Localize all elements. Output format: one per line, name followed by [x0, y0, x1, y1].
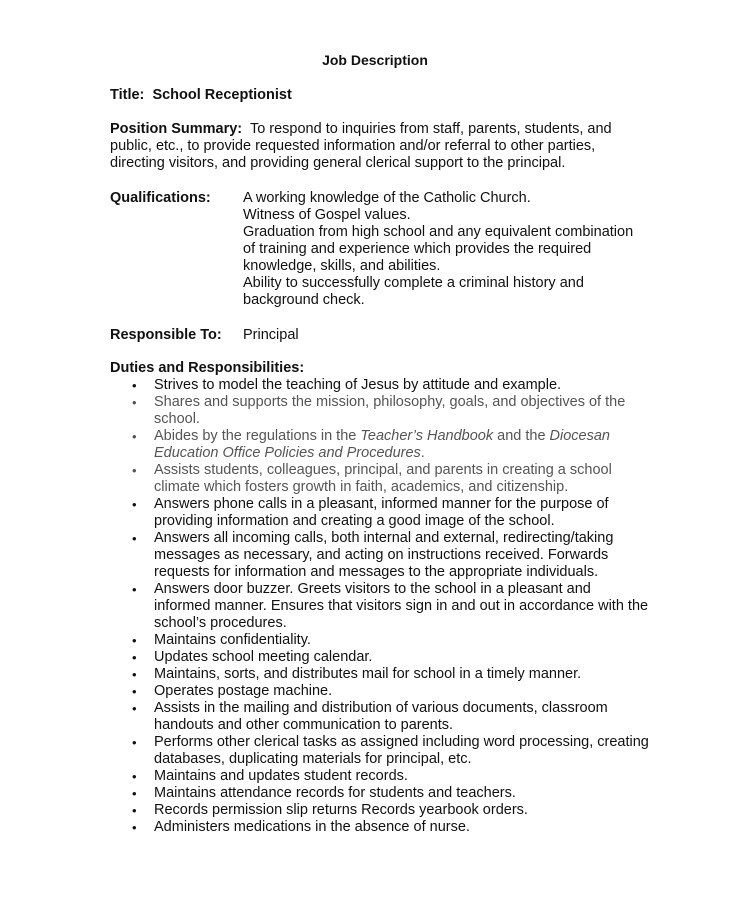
job-title-line: [110, 87, 292, 103]
duty-item: • Answers door buzzer. Greets visitors to the school in a pleasant and informed manner. Ensures that visitors sign in and out in accordance with the school’s procedures.: [132, 581, 649, 631]
duty-item: • Maintains, sorts, and distributes mail for school in a timely manner.: [132, 666, 582, 682]
responsible-to-value: Principal: [243, 327, 299, 343]
bullet-icon: •: [132, 667, 137, 682]
duty-item: • Answers all incoming calls, both internal and external, redirecting/taking messages as necessary, and acting on instructions received. Forwards requests for information and messages to the appropriate individuals.: [132, 530, 614, 580]
bullet-icon: •: [132, 429, 137, 444]
duty-item: • Shares and supports the mission, philosophy, goals, and objectives of the school.: [132, 394, 626, 427]
handbook-title: Teacher’s Handbook: [360, 428, 494, 444]
document-heading: Job Description: [322, 52, 428, 68]
bullet-icon: •: [132, 735, 137, 750]
duty-item: • Maintains attendance records for students and teachers.: [132, 785, 516, 801]
duty-item: • Strives to model the teaching of Jesus by attitude and example.: [132, 377, 562, 393]
duties-heading: Duties and Responsibilities:: [110, 360, 305, 376]
bullet-icon: •: [132, 650, 137, 665]
bullet-icon: •: [132, 395, 137, 410]
bullet-icon: •: [132, 633, 137, 648]
duty-item: • Administers medications in the absence of nurse.: [132, 819, 470, 835]
summary-label: Position Summary:: [110, 121, 243, 137]
duty-item: • Assists students, colleagues, principal, and parents in creating a school climate which fosters growth in faith, academics, and citizenship.: [132, 462, 612, 495]
title-label: Title:: [110, 87, 145, 103]
duty-item: • Assists in the mailing and distribution of various documents, classroom handouts and other communication to parents.: [132, 700, 608, 733]
bullet-icon: •: [132, 803, 137, 818]
bullet-icon: •: [132, 463, 137, 478]
job-title-value: School Receptionist: [152, 87, 292, 103]
duty-item: • Performs other clerical tasks as assigned including word processing, creating databases, duplicating materials for principal, etc.: [132, 734, 649, 767]
duty-item: • Updates school meeting calendar.: [132, 649, 373, 665]
duty-item: • Operates postage machine.: [132, 683, 333, 699]
duty-item: • Abides by the regulations in the Teacher’s Handbook and the Diocesan Education Office Policies and Procedures.: [132, 428, 610, 461]
duty-item: • Maintains confidentiality.: [132, 632, 311, 648]
bullet-icon: •: [132, 769, 137, 784]
qualifications-list: [243, 190, 648, 309]
qualifications-label: Qualifications:: [110, 190, 211, 206]
duty-item: • Maintains and updates student records.: [132, 768, 408, 784]
bullet-icon: •: [132, 820, 137, 835]
qualification-item: Ability to successfully complete a criminal history and background check.: [243, 275, 584, 308]
bullet-icon: •: [132, 701, 137, 716]
summary-text: To respond to inquiries from staff, parents, students, and public, etc., to provide requested information and/or referral to other parties, directing visitors, and providing general clerical support to the principal.: [110, 121, 612, 171]
bullet-icon: •: [132, 497, 137, 512]
duty-item: • Answers phone calls in a pleasant, informed manner for the purpose of providing information and creating a good image of the school.: [132, 496, 609, 529]
bullet-icon: •: [132, 786, 137, 801]
duties-list: [110, 377, 650, 836]
qualification-item: A working knowledge of the Catholic Church.: [243, 190, 531, 206]
bullet-icon: •: [132, 531, 137, 546]
qualification-item: Graduation from high school and any equivalent combination of training and experience which provides the required knowledge, skills, and abilities.: [243, 224, 634, 274]
bullet-icon: •: [132, 684, 137, 699]
duty-item: • Records permission slip returns Records yearbook orders.: [132, 802, 528, 818]
bullet-icon: •: [132, 378, 137, 393]
qualification-item: Witness of Gospel values.: [243, 207, 411, 223]
bullet-icon: •: [132, 582, 137, 597]
position-summary: [110, 121, 635, 172]
policies-title: Diocesan Education Office Policies and Procedures: [154, 428, 610, 461]
responsible-to-label: Responsible To:: [110, 327, 222, 343]
